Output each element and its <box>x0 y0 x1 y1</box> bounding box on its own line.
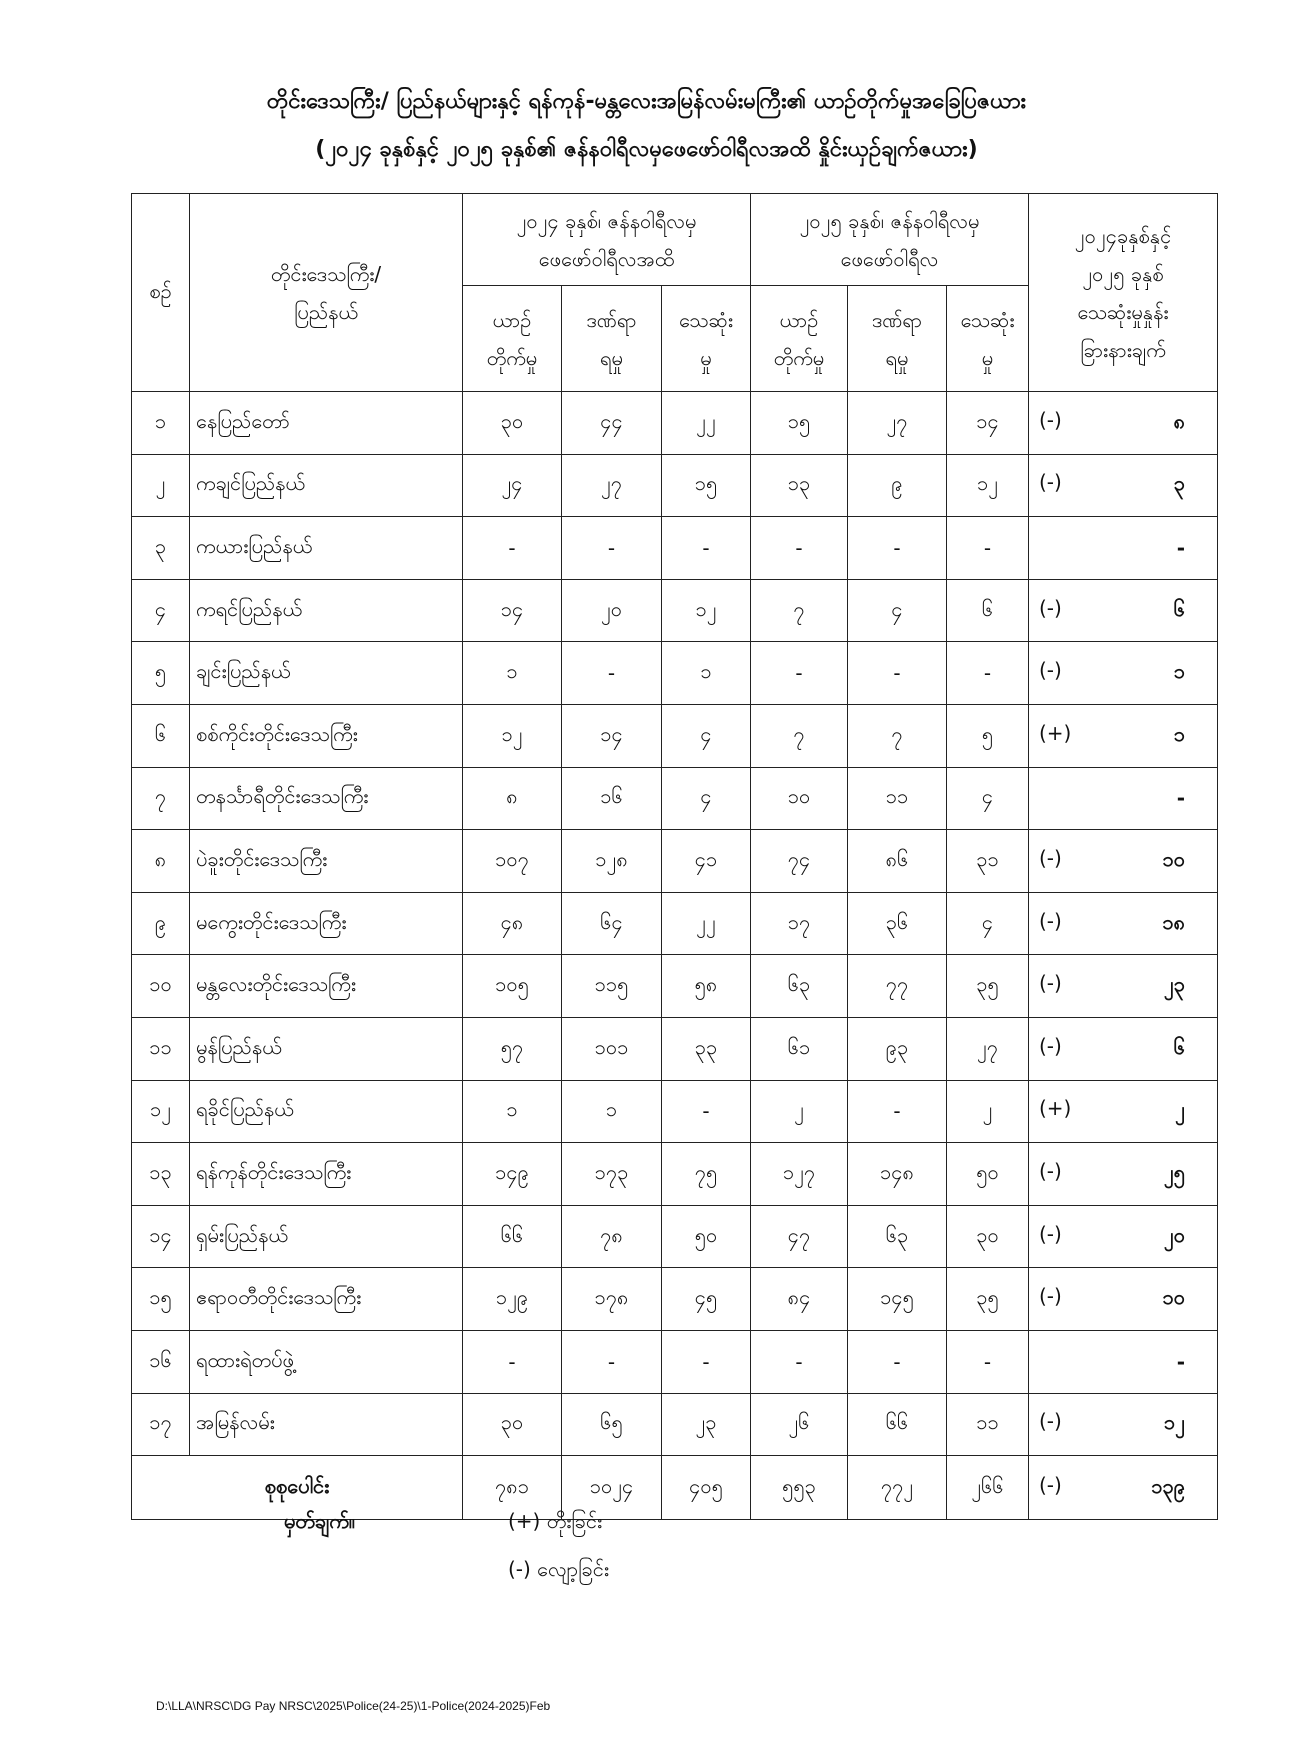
total-injured-2024: ၁၀၂၄ <box>562 1456 662 1520</box>
header-period-2025 <box>751 194 1029 286</box>
row-deaths-2024: ၂၂ <box>662 392 751 455</box>
row-injured-2024: ၄၄ <box>562 392 662 455</box>
row-number: ၁၀ <box>132 955 190 1018</box>
row-difference <box>1029 579 1218 642</box>
table-row <box>132 1393 1218 1456</box>
row-injured-2024: ၂၇ <box>562 454 662 517</box>
header-period-2025-line1: ၂၀၂၅ ခုနှစ်၊ ဇန်နဝါရီလမှ <box>799 208 980 233</box>
row-accidents-2025: ၁၃ <box>751 454 848 517</box>
row-accidents-2024: - <box>463 517 562 580</box>
notes-minus-legend: (-) လျော့ခြင်း <box>508 1557 609 1581</box>
row-accidents-2024: ၁၄၉ <box>463 1143 562 1206</box>
row-accidents-2025: ၇၄ <box>751 830 848 893</box>
row-deaths-2024: ၇၅ <box>662 1143 751 1206</box>
row-injured-2024: - <box>562 517 662 580</box>
row-region: ရန်ကုန်တိုင်းဒေသကြီး <box>190 1143 463 1206</box>
header-difference-line2: ၂၀၂၅ ခုနှစ် <box>1082 261 1164 286</box>
header-period-2024-line1: ၂၀၂၄ ခုနှစ်၊ ဇန်နဝါရီလမှ <box>516 208 697 233</box>
row-injured-2025: - <box>848 1080 947 1143</box>
row-deaths-2024: ၄ <box>662 704 751 767</box>
row-injured-2024: ၁၀၁ <box>562 1017 662 1080</box>
row-injured-2025: ၃၆ <box>848 892 947 955</box>
row-difference <box>1029 892 1218 955</box>
table-row <box>132 767 1218 830</box>
row-difference-value: ၂၅ <box>1163 1159 1185 1184</box>
header-deaths-2024-line2: မှု <box>700 345 712 370</box>
row-difference-sign: (-) <box>1039 1158 1062 1183</box>
header-accidents-2024-line1: ယာဉ် <box>492 307 532 332</box>
row-injured-2025: - <box>848 517 947 580</box>
row-accidents-2024: ၄၈ <box>463 892 562 955</box>
header-accidents-2025-line1: ယာဉ် <box>779 307 819 332</box>
header-deaths-2024 <box>662 286 751 392</box>
row-difference <box>1029 830 1218 893</box>
row-region: ချင်းပြည်နယ် <box>190 642 463 705</box>
header-accidents-2024-line2: တိုက်မှု <box>486 345 538 370</box>
row-region: ကယားပြည်နယ် <box>190 517 463 580</box>
row-deaths-2025: ၃၁ <box>947 830 1029 893</box>
row-difference-value: ၁ <box>1173 659 1185 684</box>
row-deaths-2025: - <box>947 1330 1029 1393</box>
row-number: ၁၁ <box>132 1017 190 1080</box>
table-row <box>132 642 1218 705</box>
row-injured-2025: ၇ <box>848 704 947 767</box>
row-accidents-2025: ၄၇ <box>751 1205 848 1268</box>
total-difference-sign: (-) <box>1039 1472 1062 1497</box>
row-difference <box>1029 1268 1218 1331</box>
row-number: ၃ <box>132 517 190 580</box>
total-difference-value: ၁၃၉ <box>1151 1473 1185 1498</box>
row-number: ၁၄ <box>132 1205 190 1268</box>
row-accidents-2025: ၂ <box>751 1080 848 1143</box>
table-row <box>132 955 1218 1018</box>
row-deaths-2024: ၅၈ <box>662 955 751 1018</box>
row-deaths-2025: ၂ <box>947 1080 1029 1143</box>
total-label: စုစုပေါင်း <box>132 1456 463 1520</box>
row-accidents-2024: ၁၄ <box>463 579 562 642</box>
row-accidents-2024: ၁ <box>463 642 562 705</box>
row-difference <box>1029 704 1218 767</box>
header-difference-line4: ခြားနားချက် <box>1080 337 1166 362</box>
row-injured-2025: ၇၇ <box>848 955 947 1018</box>
header-difference <box>1029 194 1218 392</box>
total-accidents-2024: ၇၈၁ <box>463 1456 562 1520</box>
document-subtitle: (၂၀၂၄ ခုနှစ်နှင့် ၂၀၂၅ ခုနှစ်၏ ဇန်နဝါရီလမှဖေဖော်ဝါရီလအထိ နှိုင်းယှဉ်ချက်ဇယား) <box>315 137 978 162</box>
row-accidents-2024: ၈ <box>463 767 562 830</box>
row-deaths-2025: ၁၁ <box>947 1393 1029 1456</box>
table-row <box>132 454 1218 517</box>
row-region: ရှမ်းပြည်နယ် <box>190 1205 463 1268</box>
row-accidents-2024: ၁၀၅ <box>463 955 562 1018</box>
row-deaths-2025: ၂၇ <box>947 1017 1029 1080</box>
row-deaths-2025: ၃၅ <box>947 955 1029 1018</box>
total-injured-2025: ၇၇၂ <box>848 1456 947 1520</box>
header-deaths-2025-line1: သေဆုံး <box>960 307 1015 332</box>
header-period-2024 <box>463 194 751 286</box>
row-injured-2024: ၁၄ <box>562 704 662 767</box>
row-difference-value: ၁၂ <box>1163 1410 1185 1435</box>
header-no: စဉ် <box>132 194 190 392</box>
header-deaths-2025-line2: မှု <box>981 345 994 370</box>
row-injured-2024: ၁၁၅ <box>562 955 662 1018</box>
row-injured-2025: - <box>848 642 947 705</box>
row-accidents-2025: - <box>751 517 848 580</box>
row-accidents-2025: ၇ <box>751 579 848 642</box>
row-difference <box>1029 1017 1218 1080</box>
table-row <box>132 892 1218 955</box>
row-accidents-2024: ၁ <box>463 1080 562 1143</box>
row-injured-2025: ၂၇ <box>848 392 947 455</box>
row-difference <box>1029 955 1218 1018</box>
header-injured-2025-line2: ရမှု <box>885 345 909 370</box>
document-title: တိုင်းဒေသကြီး/ ပြည်နယ်များနှင့် ရန်ကုန်-မန္တလေးအမြန်လမ်းမကြီး၏ ယာဉ်တိုက်မှုအခြေပြဇယား <box>266 89 1027 114</box>
row-difference <box>1029 392 1218 455</box>
header-injured-2024-line1: ဒဏ်ရာ <box>586 307 637 332</box>
accident-comparison-table <box>131 193 1218 1520</box>
table-row <box>132 392 1218 455</box>
row-number: ၇ <box>132 767 190 830</box>
row-injured-2025: ၄ <box>848 579 947 642</box>
row-deaths-2025: ၁၂ <box>947 454 1029 517</box>
notes-label: မှတ်ချက်။ <box>284 1509 355 1533</box>
row-deaths-2025: ၃၀ <box>947 1205 1029 1268</box>
row-deaths-2025: ၄ <box>947 892 1029 955</box>
row-region: ရခိုင်ပြည်နယ် <box>190 1080 463 1143</box>
row-deaths-2025: ၄ <box>947 767 1029 830</box>
row-accidents-2024: ၅၇ <box>463 1017 562 1080</box>
row-number: ၅ <box>132 642 190 705</box>
row-injured-2025: ၁၄၈ <box>848 1143 947 1206</box>
row-region: အမြန်လမ်း <box>190 1393 463 1456</box>
row-number: ၁၅ <box>132 1268 190 1331</box>
row-difference-value: ၁၀ <box>1162 846 1185 871</box>
row-difference <box>1029 1330 1218 1393</box>
row-injured-2024: ၆၅ <box>562 1393 662 1456</box>
row-deaths-2024: ၂၃ <box>662 1393 751 1456</box>
row-accidents-2024: ၁၂ <box>463 704 562 767</box>
row-accidents-2025: ၈၄ <box>751 1268 848 1331</box>
table-row <box>132 579 1218 642</box>
table-row <box>132 1143 1218 1206</box>
row-difference-sign: (-) <box>1039 407 1062 432</box>
header-period-2024-line2: ဖေဖော်ဝါရီလအထိ <box>538 246 675 271</box>
row-region: မန္တလေးတိုင်းဒေသကြီး <box>190 955 463 1018</box>
row-deaths-2024: ၄၅ <box>662 1268 751 1331</box>
row-difference-sign: (-) <box>1039 1033 1062 1058</box>
row-difference-value: ၈ <box>1173 408 1185 433</box>
header-deaths-2024-line1: သေဆုံး <box>679 307 733 332</box>
row-injured-2024: ၆၄ <box>562 892 662 955</box>
row-accidents-2025: ၁၂၇ <box>751 1143 848 1206</box>
row-deaths-2024: ၄၁ <box>662 830 751 893</box>
row-difference-sign: (-) <box>1039 1409 1062 1434</box>
row-region: နေပြည်တော် <box>190 392 463 455</box>
row-injured-2024: ၁၂၈ <box>562 830 662 893</box>
row-accidents-2025: - <box>751 1330 848 1393</box>
row-injured-2024: ၂၀ <box>562 579 662 642</box>
row-number: ၁၆ <box>132 1330 190 1393</box>
row-accidents-2025: ၁၇ <box>751 892 848 955</box>
row-difference <box>1029 642 1218 705</box>
row-region: ဧရာဝတီတိုင်းဒေသကြီး <box>190 1268 463 1331</box>
row-difference-value: ၆ <box>1173 596 1185 621</box>
notes-plus-legend: (+) တိုးခြင်း <box>508 1509 603 1533</box>
row-deaths-2024: ၁ <box>662 642 751 705</box>
row-accidents-2024: ၃၀ <box>463 392 562 455</box>
total-accidents-2025: ၅၅၃ <box>751 1456 848 1520</box>
row-deaths-2025: ၅ <box>947 704 1029 767</box>
row-difference <box>1029 1205 1218 1268</box>
row-deaths-2024: ၁၅ <box>662 454 751 517</box>
row-injured-2025: ၁၁ <box>848 767 947 830</box>
row-number: ၁၃ <box>132 1143 190 1206</box>
row-deaths-2025: ၅၀ <box>947 1143 1029 1206</box>
row-region: တနင်္သာရီတိုင်းဒေသကြီး <box>190 767 463 830</box>
row-difference <box>1029 767 1218 830</box>
row-deaths-2025: ၆ <box>947 579 1029 642</box>
total-deaths-2024: ၄၀၅ <box>662 1456 751 1520</box>
header-region-line1: တိုင်းဒေသကြီး/ <box>270 261 382 286</box>
row-difference-value: ၆ <box>1173 1034 1185 1059</box>
row-injured-2025: ၉ <box>848 454 947 517</box>
row-accidents-2024: ၂၄ <box>463 454 562 517</box>
total-deaths-2025: ၂၆၆ <box>947 1456 1029 1520</box>
row-number: ၈ <box>132 830 190 893</box>
row-difference-sign: (-) <box>1039 595 1062 620</box>
row-difference-value: - <box>1176 535 1185 560</box>
table-row <box>132 517 1218 580</box>
row-number: ၉ <box>132 892 190 955</box>
table-body <box>132 392 1218 1456</box>
row-injured-2024: - <box>562 1330 662 1393</box>
header-injured-2025 <box>848 286 947 392</box>
row-deaths-2024: ၁၂ <box>662 579 751 642</box>
row-difference-value: - <box>1176 786 1185 811</box>
row-accidents-2024: ၆၆ <box>463 1205 562 1268</box>
row-injured-2025: ၆၆ <box>848 1393 947 1456</box>
row-accidents-2025: ၂၆ <box>751 1393 848 1456</box>
row-deaths-2025: ၃၅ <box>947 1268 1029 1331</box>
row-difference <box>1029 454 1218 517</box>
header-region <box>190 194 463 392</box>
table-row <box>132 1205 1218 1268</box>
row-region: စစ်ကိုင်းတိုင်းဒေသကြီး <box>190 704 463 767</box>
row-accidents-2025: ၁၀ <box>751 767 848 830</box>
row-difference <box>1029 1080 1218 1143</box>
row-difference-sign: (-) <box>1039 658 1062 683</box>
row-accidents-2025: - <box>751 642 848 705</box>
row-deaths-2024: ၅၀ <box>662 1205 751 1268</box>
row-difference <box>1029 1393 1218 1456</box>
row-difference-value: ၁၈ <box>1162 909 1185 934</box>
row-deaths-2024: ၄ <box>662 767 751 830</box>
row-region: မွန်ပြည်နယ် <box>190 1017 463 1080</box>
row-number: ၄ <box>132 579 190 642</box>
row-accidents-2024: ၃၀ <box>463 1393 562 1456</box>
row-injured-2025: ၈၆ <box>848 830 947 893</box>
header-injured-2024-line2: ရမှု <box>600 345 623 370</box>
row-region: ရထားရဲတပ်ဖွဲ့ <box>190 1330 463 1393</box>
row-region: မကွေးတိုင်းဒေသကြီး <box>190 892 463 955</box>
row-deaths-2024: - <box>662 517 751 580</box>
table-row <box>132 704 1218 767</box>
row-difference-value: ၁ <box>1173 721 1185 746</box>
header-deaths-2025 <box>947 286 1029 392</box>
row-difference-sign: (-) <box>1039 908 1062 933</box>
header-accidents-2025-line2: တိုက်မှု <box>773 345 825 370</box>
row-difference-sign: (-) <box>1039 845 1062 870</box>
row-region: ပဲခူးတိုင်းဒေသကြီး <box>190 830 463 893</box>
row-injured-2025: ၉၃ <box>848 1017 947 1080</box>
header-injured-2025-line1: ဒဏ်ရာ <box>871 307 923 332</box>
row-difference-sign: (-) <box>1039 1221 1062 1246</box>
row-difference-sign: (+) <box>1039 1096 1072 1121</box>
row-deaths-2024: - <box>662 1080 751 1143</box>
row-deaths-2024: - <box>662 1330 751 1393</box>
table-row <box>132 1268 1218 1331</box>
header-accidents-2025 <box>751 286 848 392</box>
header-period-2025-line2: ဖေဖော်ဝါရီလ <box>840 246 939 271</box>
file-path-footer: D:\LLA\NRSC\DG Pay NRSC\2025\Police(24-25)\1-Police(2024-2025)Feb <box>156 1699 551 1713</box>
header-accidents-2024 <box>463 286 562 392</box>
row-number: ၁၂ <box>132 1080 190 1143</box>
header-difference-line3: သေဆုံးမှုနှုန်း <box>1077 299 1169 324</box>
row-injured-2024: ၁၇၃ <box>562 1143 662 1206</box>
row-difference-sign: (-) <box>1039 971 1062 996</box>
row-difference-value: ၁၀ <box>1162 1285 1185 1310</box>
row-difference <box>1029 1143 1218 1206</box>
row-deaths-2025: ၁၄ <box>947 392 1029 455</box>
row-difference-value: - <box>1176 1349 1185 1374</box>
row-difference-value: ၂၃ <box>1163 972 1185 997</box>
row-accidents-2024: - <box>463 1330 562 1393</box>
row-accidents-2024: ၁၂၉ <box>463 1268 562 1331</box>
header-region-line2: ပြည်နယ် <box>294 299 358 324</box>
header-difference-line1: ၂၀၂၄ခုနှစ်နှင့် <box>1074 223 1172 248</box>
row-difference-value: ၂၀ <box>1163 1222 1185 1247</box>
row-difference-sign: (-) <box>1039 1284 1062 1309</box>
row-injured-2024: ၇၈ <box>562 1205 662 1268</box>
row-injured-2025: ၁၄၅ <box>848 1268 947 1331</box>
row-accidents-2025: ၆၃ <box>751 955 848 1018</box>
row-region: ကချင်ပြည်နယ် <box>190 454 463 517</box>
table-row <box>132 1017 1218 1080</box>
row-injured-2025: ၆၃ <box>848 1205 947 1268</box>
row-deaths-2025: - <box>947 642 1029 705</box>
table-row <box>132 1080 1218 1143</box>
row-injured-2024: ၁ <box>562 1080 662 1143</box>
row-difference-sign: (+) <box>1039 720 1072 745</box>
total-difference <box>1029 1456 1218 1520</box>
row-number: ၁ <box>132 392 190 455</box>
row-region: ကရင်ပြည်နယ် <box>190 579 463 642</box>
row-accidents-2025: ၇ <box>751 704 848 767</box>
row-accidents-2025: ၁၅ <box>751 392 848 455</box>
row-accidents-2024: ၁၀၇ <box>463 830 562 893</box>
row-number: ၂ <box>132 454 190 517</box>
row-difference <box>1029 517 1218 580</box>
header-injured-2024 <box>562 286 662 392</box>
row-number: ၁၇ <box>132 1393 190 1456</box>
row-difference-sign: (-) <box>1039 470 1062 495</box>
row-deaths-2025: - <box>947 517 1029 580</box>
row-deaths-2024: ၃၃ <box>662 1017 751 1080</box>
row-injured-2024: - <box>562 642 662 705</box>
table-row <box>132 1330 1218 1393</box>
row-deaths-2024: ၂၂ <box>662 892 751 955</box>
row-number: ၆ <box>132 704 190 767</box>
row-difference-value: ၃ <box>1173 471 1185 496</box>
table-row <box>132 830 1218 893</box>
row-injured-2024: ၁၇၈ <box>562 1268 662 1331</box>
row-difference-value: ၂ <box>1175 1097 1185 1122</box>
row-injured-2025: - <box>848 1330 947 1393</box>
row-accidents-2025: ၆၁ <box>751 1017 848 1080</box>
row-injured-2024: ၁၆ <box>562 767 662 830</box>
